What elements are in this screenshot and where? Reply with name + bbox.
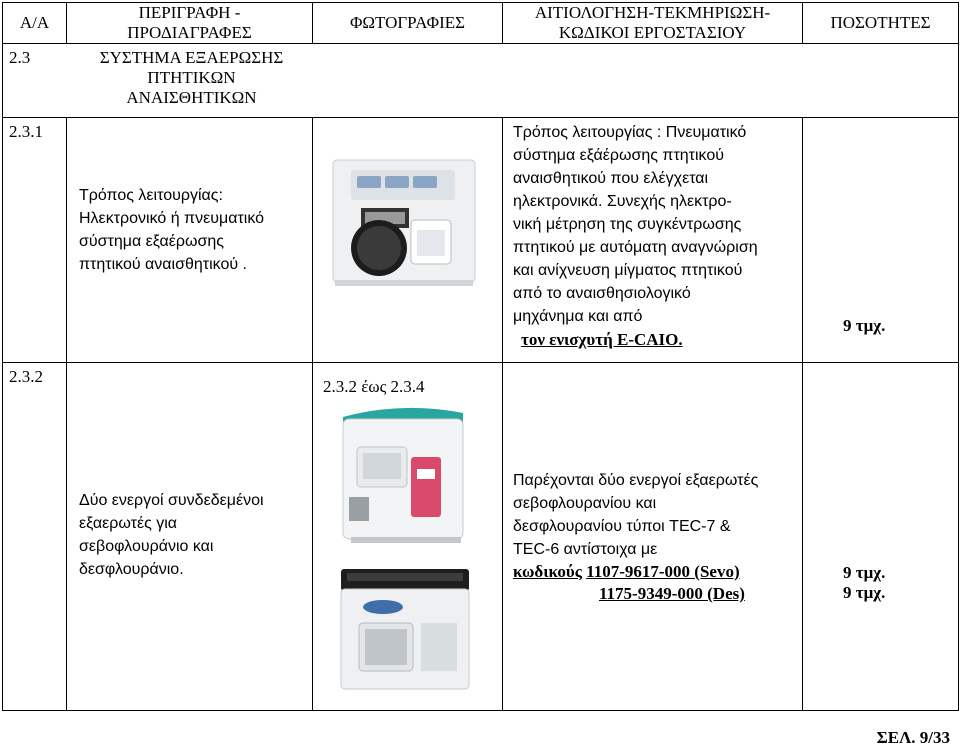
row-number: 2.3.2 [3,363,67,711]
code-des: 1175-9349-000 (Des) [599,584,745,603]
vaporizers-photo [313,397,501,697]
row-justification: Παρέχονται δύο ενεργοί εξαερωτές σεβοφλουρανίου και δεσφλουρανίου τύποι TEC-7 & TEC-6 αντίστοιχα με κωδικούς 1107-9617-000 (Sevo) 1175-9349-000 (Des) [503,363,803,711]
row-justification: Τρόπος λειτουργίας : Πνευματικό σύστημα εξάέρωσης πτητικού αναισθητικού που ελέγχεται ηλεκτρονικά. Συνεχής ηλεκτρο- νική μέτρηση της συγκέντρωσης πτητικού με αυτόματη αναγνώριση και ανίχνευση μίγματος πτητικού από το αναισθησιολογικό μηχάνημα και από τον ενισχυτή E-CAIO. [503,118,803,363]
specification-table [2,2,959,711]
header-justification: ΑΙΤΙΟΛΟΓΗΣΗ-ΤΕΚΜΗΡΙΩΣΗ- ΚΩΔΙΚΟΙ ΕΡΓΟΣΤΑΣΙΟΥ [503,3,803,44]
code-label: κωδικούς [513,562,582,581]
row-quantity: 9 τμχ. 9 τμχ. [803,363,959,711]
table-row [3,118,959,363]
header-row [3,3,959,44]
row-photo [313,363,503,711]
section-title: ΣΥΣΤΗΜΑ ΕΞΑΕΡΩΣΗΣ ΠΤΗΤΙΚΩΝ ΑΝΑΙΣΘΗΤΙΚΩΝ [67,44,959,118]
section-row [3,44,959,118]
header-quantities: ΠΟΣΟΤΗΤΕΣ [803,3,959,44]
row-photo [313,118,503,363]
amplifier-model: τον ενισχυτή E-CAIO. [521,330,683,349]
page-number: ΣΕΛ. 9/33 [876,728,950,747]
code-sevo: 1107-9617-000 (Sevo) [586,562,740,581]
photo-caption: 2.3.2 έως 2.3.4 [323,377,425,396]
header-photos: ΦΩΤΟΓΡΑΦΙΕΣ [313,3,503,44]
row-number: 2.3.1 [3,118,67,363]
row-description: Τρόπος λειτουργίας: Ηλεκτρονικό ή πνευματικό σύστημα εξαέρωσης πτητικού αναισθητικού . [67,118,313,363]
table-row [3,363,959,711]
row-description: Δύο ενεργοί συνδεδεμένοι εξαερωτές για σεβοφλουράνιο και δεσφλουράνιο. [67,363,313,711]
electronic-vaporizer-photo [313,118,501,361]
header-aa: Α/Α [3,3,67,44]
section-number: 2.3 [3,44,67,118]
row-quantity: 9 τμχ. [803,118,959,363]
header-description: ΠΕΡΙΓΡΑΦΗ - ΠΡΟΔΙΑΓΡΑΦΕΣ [67,3,313,44]
